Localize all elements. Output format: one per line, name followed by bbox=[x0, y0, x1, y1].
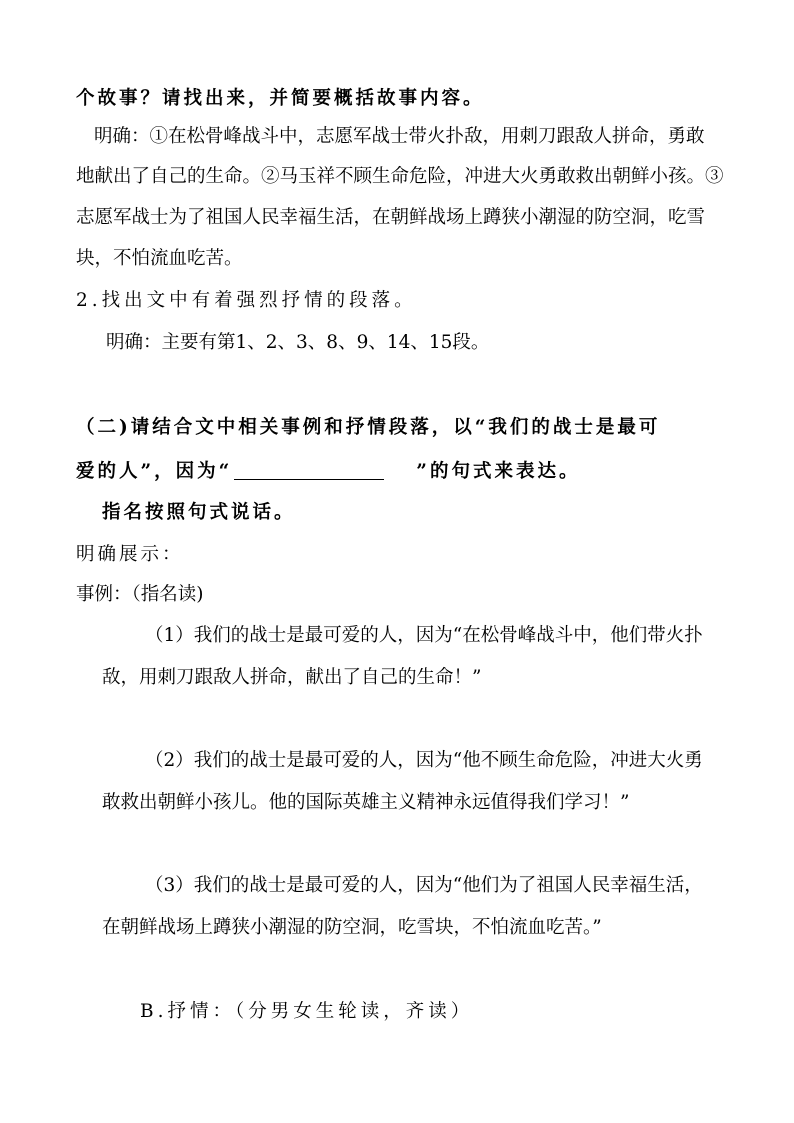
section-2-heading-after-blank: ”的句式来表达。 bbox=[416, 461, 581, 482]
example-3-line-1: （3）我们的战士是最可爱的人，因为“他们为了祖国人民幸福生活， bbox=[145, 875, 703, 896]
question-1-tail: 个故事？请找出来，并简要概括故事内容。 bbox=[76, 88, 485, 109]
answer-1-line-3: 志愿军战士为了祖国人民幸福生活，在朝鲜战场上蹲狭小潮湿的防空洞，吃雪 bbox=[76, 207, 706, 228]
answer-2: 明确：主要有第1、2、3、8、9、14、15段。 bbox=[106, 332, 490, 353]
example-2-line-1: （2）我们的战士是最可爱的人，因为“他不顾生命危险，冲进大火勇 bbox=[145, 750, 703, 771]
question-2: 2.找出文中有着强烈抒情的段落。 bbox=[76, 290, 417, 311]
example-1-line-2: 敌，用刺刀跟敌人拼命，献出了自己的生命！” bbox=[102, 667, 482, 688]
fill-in-blank bbox=[234, 461, 384, 480]
display-label: 明确展示： bbox=[76, 544, 184, 565]
section-2-heading-line-2 bbox=[76, 460, 580, 484]
lyric-instruction: B.抒情：（分男女生轮读，齐读） bbox=[140, 1001, 474, 1022]
answer-1-line-1: 明确：①在松骨峰战斗中，志愿军战士带火扑敌，用刺刀跟敌人拼命，勇敢 bbox=[94, 126, 705, 147]
section-2-heading-line-1: （二)请结合文中相关事例和抒情段落，以“我们的战士是最可 bbox=[76, 417, 661, 438]
example-3-line-2: 在朝鲜战场上蹲狭小潮湿的防空洞，吃雪块，不怕流血吃苦。” bbox=[102, 917, 602, 938]
example-label: 事例：（指名读) bbox=[76, 584, 204, 605]
example-1-line-1: （1）我们的战士是最可爱的人，因为“在松骨峰战斗中，他们带火扑 bbox=[145, 625, 703, 646]
section-2-heading-before-blank: 爱的人”，因为“ bbox=[76, 461, 233, 482]
example-2-line-2: 敢救出朝鲜小孩儿。他的国际英雄主义精神永远值得我们学习！” bbox=[102, 792, 630, 813]
answer-1-line-2: 地献出了自己的生命。②马玉祥不顾生命危险，冲进大火勇敢救出朝鲜小孩。③ bbox=[76, 166, 724, 187]
section-2-instruction: 指名按照句式说话。 bbox=[102, 502, 296, 523]
answer-1-line-4: 块，不怕流血吃苦。 bbox=[76, 248, 243, 269]
